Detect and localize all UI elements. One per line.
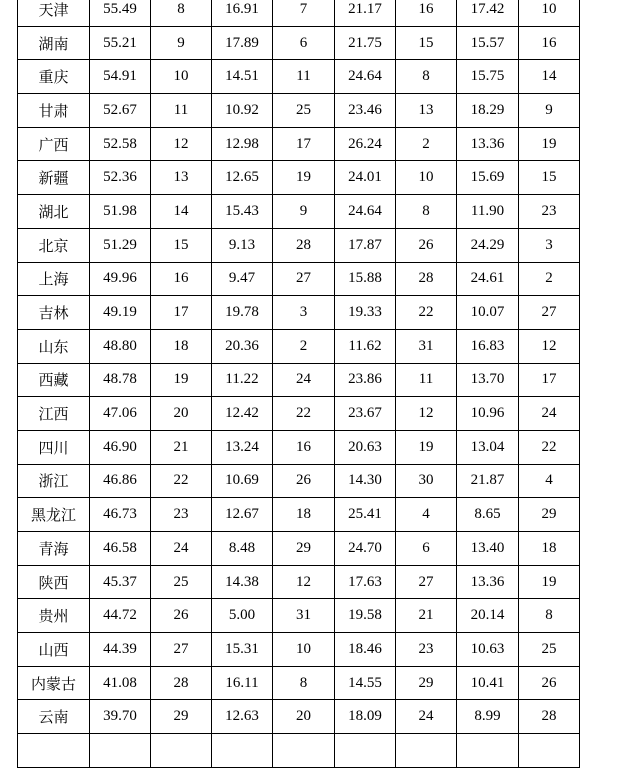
- table-row: [18, 0, 580, 26]
- table-row: [18, 262, 580, 296]
- value-cell: 4: [519, 464, 580, 498]
- value-cell: 17: [273, 127, 335, 161]
- value-cell: 18: [151, 329, 212, 363]
- value-cell: 15.69: [457, 161, 519, 195]
- value-cell: 12: [519, 329, 580, 363]
- value-cell: 24.61: [457, 262, 519, 296]
- value-cell: 20.14: [457, 599, 519, 633]
- value-cell: 16.91: [212, 0, 273, 26]
- value-cell: 16: [151, 262, 212, 296]
- value-cell: 12: [273, 565, 335, 599]
- value-cell: 29: [519, 498, 580, 532]
- value-cell: 20: [151, 397, 212, 431]
- value-cell: 27: [273, 262, 335, 296]
- region-cell: 内蒙古: [18, 666, 90, 700]
- value-cell: 9: [519, 94, 580, 128]
- value-cell: 14: [151, 195, 212, 229]
- value-cell: 17.42: [457, 0, 519, 26]
- region-cell: 山西: [18, 633, 90, 667]
- value-cell: 23.46: [335, 94, 396, 128]
- value-cell: 54.91: [90, 60, 151, 94]
- value-cell: 15.43: [212, 195, 273, 229]
- value-cell: 8: [273, 666, 335, 700]
- region-cell: 青海: [18, 532, 90, 566]
- value-cell: 31: [396, 329, 457, 363]
- value-cell: 13.04: [457, 430, 519, 464]
- value-cell: 27: [151, 633, 212, 667]
- value-cell: 8: [396, 195, 457, 229]
- region-cell: 山东: [18, 329, 90, 363]
- value-cell: 24: [151, 532, 212, 566]
- value-cell: [519, 734, 580, 768]
- value-cell: 20: [273, 700, 335, 734]
- value-cell: 52.67: [90, 94, 151, 128]
- value-cell: 16.83: [457, 329, 519, 363]
- value-cell: 10: [396, 161, 457, 195]
- value-cell: 41.08: [90, 666, 151, 700]
- value-cell: 26: [273, 464, 335, 498]
- region-cell: 陕西: [18, 565, 90, 599]
- value-cell: 21.87: [457, 464, 519, 498]
- value-cell: 19.78: [212, 296, 273, 330]
- value-cell: 18: [273, 498, 335, 532]
- value-cell: 10.41: [457, 666, 519, 700]
- value-cell: 24.01: [335, 161, 396, 195]
- value-cell: 13.36: [457, 565, 519, 599]
- value-cell: 27: [396, 565, 457, 599]
- value-cell: [335, 734, 396, 768]
- value-cell: 16: [396, 0, 457, 26]
- value-cell: 10: [273, 633, 335, 667]
- value-cell: 21: [396, 599, 457, 633]
- value-cell: 12.63: [212, 700, 273, 734]
- value-cell: 15: [519, 161, 580, 195]
- value-cell: 15: [396, 26, 457, 60]
- value-cell: 13.70: [457, 363, 519, 397]
- value-cell: 2: [396, 127, 457, 161]
- region-cell: 吉林: [18, 296, 90, 330]
- value-cell: 14.38: [212, 565, 273, 599]
- value-cell: 11.62: [335, 329, 396, 363]
- value-cell: 21.17: [335, 0, 396, 26]
- region-cell: 重庆: [18, 60, 90, 94]
- value-cell: 20.36: [212, 329, 273, 363]
- value-cell: 46.86: [90, 464, 151, 498]
- value-cell: 31: [273, 599, 335, 633]
- region-cell: 贵州: [18, 599, 90, 633]
- value-cell: [90, 734, 151, 768]
- value-cell: 10.96: [457, 397, 519, 431]
- table-row: [18, 228, 580, 262]
- value-cell: 13.40: [457, 532, 519, 566]
- value-cell: 13.36: [457, 127, 519, 161]
- value-cell: 14.55: [335, 666, 396, 700]
- region-cell: 西藏: [18, 363, 90, 397]
- value-cell: [457, 734, 519, 768]
- region-cell: 新疆: [18, 161, 90, 195]
- value-cell: 25: [151, 565, 212, 599]
- value-cell: 30: [396, 464, 457, 498]
- value-cell: 12.65: [212, 161, 273, 195]
- value-cell: 46.73: [90, 498, 151, 532]
- value-cell: 10.63: [457, 633, 519, 667]
- table-row: [18, 94, 580, 128]
- value-cell: 9: [273, 195, 335, 229]
- value-cell: 49.19: [90, 296, 151, 330]
- value-cell: 55.49: [90, 0, 151, 26]
- value-cell: 9.47: [212, 262, 273, 296]
- value-cell: 17.89: [212, 26, 273, 60]
- value-cell: 15.31: [212, 633, 273, 667]
- table-row: [18, 430, 580, 464]
- value-cell: 15.75: [457, 60, 519, 94]
- region-cell: 云南: [18, 700, 90, 734]
- value-cell: 24: [519, 397, 580, 431]
- value-cell: 19: [273, 161, 335, 195]
- value-cell: 26: [519, 666, 580, 700]
- value-cell: 48.78: [90, 363, 151, 397]
- table-row: [18, 363, 580, 397]
- value-cell: 28: [273, 228, 335, 262]
- value-cell: 8: [396, 60, 457, 94]
- value-cell: 8: [151, 0, 212, 26]
- value-cell: 24.64: [335, 195, 396, 229]
- value-cell: 46.90: [90, 430, 151, 464]
- value-cell: 13: [396, 94, 457, 128]
- table-row: [18, 161, 580, 195]
- value-cell: 19: [519, 127, 580, 161]
- value-cell: 23.67: [335, 397, 396, 431]
- value-cell: 21.75: [335, 26, 396, 60]
- table-row: [18, 127, 580, 161]
- value-cell: 25: [519, 633, 580, 667]
- value-cell: 3: [273, 296, 335, 330]
- value-cell: 24.70: [335, 532, 396, 566]
- value-cell: 24: [396, 700, 457, 734]
- value-cell: 29: [151, 700, 212, 734]
- value-cell: 51.98: [90, 195, 151, 229]
- value-cell: 11.90: [457, 195, 519, 229]
- value-cell: 26: [396, 228, 457, 262]
- value-cell: 2: [273, 329, 335, 363]
- value-cell: 13.24: [212, 430, 273, 464]
- value-cell: 19.58: [335, 599, 396, 633]
- value-cell: [151, 734, 212, 768]
- value-cell: 14.51: [212, 60, 273, 94]
- value-cell: 12.98: [212, 127, 273, 161]
- table-row: [18, 734, 580, 768]
- value-cell: 19: [151, 363, 212, 397]
- value-cell: 16.11: [212, 666, 273, 700]
- value-cell: 23: [396, 633, 457, 667]
- value-cell: [396, 734, 457, 768]
- value-cell: 22: [519, 430, 580, 464]
- value-cell: 52.58: [90, 127, 151, 161]
- value-cell: 17.63: [335, 565, 396, 599]
- value-cell: 24.64: [335, 60, 396, 94]
- region-cell: 江西: [18, 397, 90, 431]
- value-cell: 13: [151, 161, 212, 195]
- value-cell: [273, 734, 335, 768]
- value-cell: 19: [396, 430, 457, 464]
- value-cell: 22: [273, 397, 335, 431]
- value-cell: 23.86: [335, 363, 396, 397]
- table-row: [18, 296, 580, 330]
- value-cell: 8: [519, 599, 580, 633]
- value-cell: 44.72: [90, 599, 151, 633]
- value-cell: 6: [396, 532, 457, 566]
- value-cell: 10: [519, 0, 580, 26]
- value-cell: 28: [396, 262, 457, 296]
- value-cell: 16: [519, 26, 580, 60]
- value-cell: 45.37: [90, 565, 151, 599]
- value-cell: 17: [151, 296, 212, 330]
- value-cell: 2: [519, 262, 580, 296]
- value-cell: 16: [273, 430, 335, 464]
- table-row: [18, 195, 580, 229]
- value-cell: 22: [151, 464, 212, 498]
- value-cell: 14: [519, 60, 580, 94]
- value-cell: 15: [151, 228, 212, 262]
- value-cell: 10.07: [457, 296, 519, 330]
- value-cell: 9: [151, 26, 212, 60]
- table-row: [18, 464, 580, 498]
- value-cell: 23: [151, 498, 212, 532]
- value-cell: 55.21: [90, 26, 151, 60]
- region-cell: 湖南: [18, 26, 90, 60]
- value-cell: 11.22: [212, 363, 273, 397]
- value-cell: 26: [151, 599, 212, 633]
- value-cell: 18.29: [457, 94, 519, 128]
- value-cell: 24: [273, 363, 335, 397]
- value-cell: 44.39: [90, 633, 151, 667]
- value-cell: 10.92: [212, 94, 273, 128]
- value-cell: 25.41: [335, 498, 396, 532]
- region-cell: 广西: [18, 127, 90, 161]
- value-cell: 49.96: [90, 262, 151, 296]
- value-cell: 11: [151, 94, 212, 128]
- value-cell: 48.80: [90, 329, 151, 363]
- table-row: [18, 329, 580, 363]
- value-cell: 25: [273, 94, 335, 128]
- region-cell: 上海: [18, 262, 90, 296]
- value-cell: 39.70: [90, 700, 151, 734]
- value-cell: 9.13: [212, 228, 273, 262]
- table-row: [18, 498, 580, 532]
- value-cell: 15.57: [457, 26, 519, 60]
- value-cell: 12: [151, 127, 212, 161]
- value-cell: 10: [151, 60, 212, 94]
- value-cell: 23: [519, 195, 580, 229]
- value-cell: 18: [519, 532, 580, 566]
- table-row: [18, 60, 580, 94]
- value-cell: 29: [273, 532, 335, 566]
- value-cell: 19: [519, 565, 580, 599]
- value-cell: 22: [396, 296, 457, 330]
- region-cell: 湖北: [18, 195, 90, 229]
- value-cell: 8.99: [457, 700, 519, 734]
- value-cell: 5.00: [212, 599, 273, 633]
- table-row: [18, 700, 580, 734]
- value-cell: 19.33: [335, 296, 396, 330]
- table-row: [18, 666, 580, 700]
- value-cell: 6: [273, 26, 335, 60]
- value-cell: 11: [396, 363, 457, 397]
- value-cell: 12: [396, 397, 457, 431]
- value-cell: 29: [396, 666, 457, 700]
- value-cell: 17: [519, 363, 580, 397]
- table-row: [18, 397, 580, 431]
- region-cell: 浙江: [18, 464, 90, 498]
- value-cell: [212, 734, 273, 768]
- table-row: [18, 633, 580, 667]
- value-cell: 3: [519, 228, 580, 262]
- data-table: [17, 0, 580, 768]
- value-cell: 24.29: [457, 228, 519, 262]
- value-cell: 8.48: [212, 532, 273, 566]
- region-cell: 黑龙江: [18, 498, 90, 532]
- table-row: [18, 26, 580, 60]
- value-cell: 51.29: [90, 228, 151, 262]
- region-cell: [18, 734, 90, 768]
- value-cell: 12.67: [212, 498, 273, 532]
- value-cell: 15.88: [335, 262, 396, 296]
- value-cell: 21: [151, 430, 212, 464]
- table-row: [18, 599, 580, 633]
- region-cell: 四川: [18, 430, 90, 464]
- value-cell: 17.87: [335, 228, 396, 262]
- value-cell: 28: [519, 700, 580, 734]
- value-cell: 14.30: [335, 464, 396, 498]
- value-cell: 46.58: [90, 532, 151, 566]
- value-cell: 12.42: [212, 397, 273, 431]
- region-cell: 天津: [18, 0, 90, 26]
- value-cell: 4: [396, 498, 457, 532]
- value-cell: 7: [273, 0, 335, 26]
- value-cell: 52.36: [90, 161, 151, 195]
- value-cell: 18.09: [335, 700, 396, 734]
- value-cell: 20.63: [335, 430, 396, 464]
- table-row: [18, 532, 580, 566]
- value-cell: 18.46: [335, 633, 396, 667]
- value-cell: 47.06: [90, 397, 151, 431]
- value-cell: 28: [151, 666, 212, 700]
- value-cell: 10.69: [212, 464, 273, 498]
- value-cell: 27: [519, 296, 580, 330]
- value-cell: 8.65: [457, 498, 519, 532]
- region-cell: 北京: [18, 228, 90, 262]
- value-cell: 11: [273, 60, 335, 94]
- table-body: [18, 0, 580, 767]
- table-row: [18, 565, 580, 599]
- region-cell: 甘肃: [18, 94, 90, 128]
- value-cell: 26.24: [335, 127, 396, 161]
